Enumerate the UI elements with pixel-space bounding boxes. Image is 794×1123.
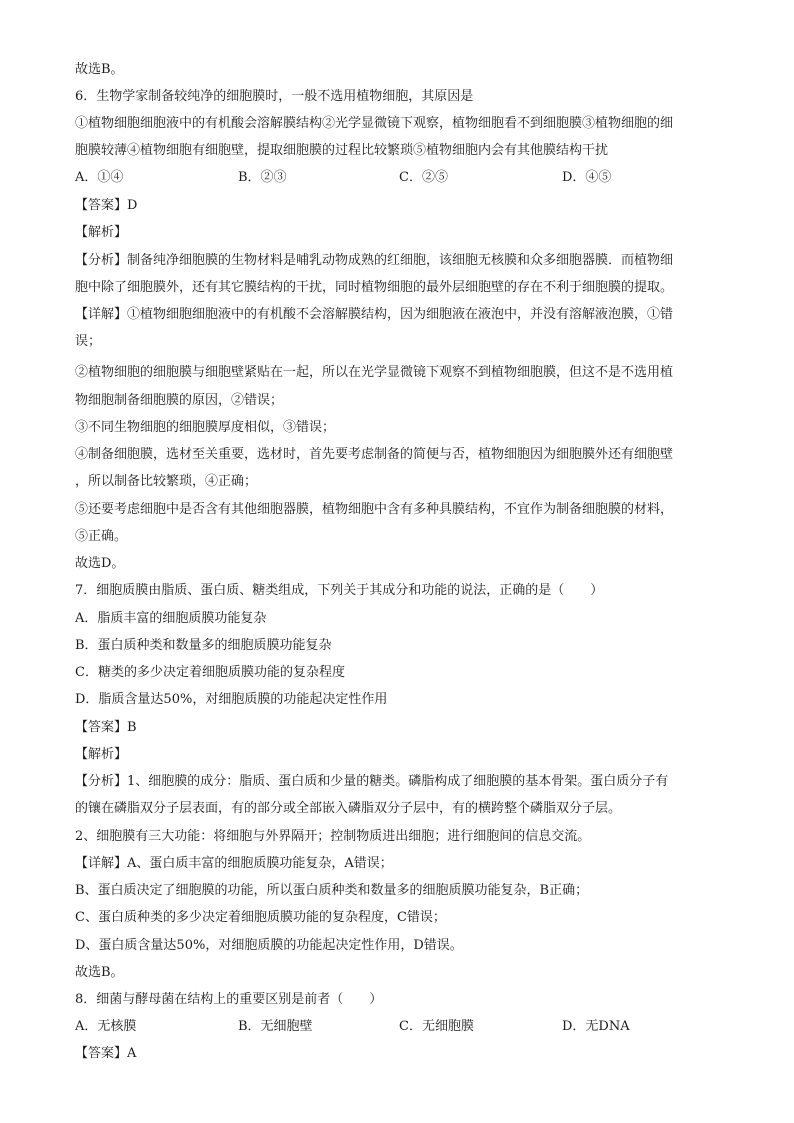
text-line: C、蛋白质种类的多少决定着细胞质膜功能的复杂程度，C错误； — [75, 910, 446, 925]
option-c: C．糖类的多少决定着细胞质膜功能的复杂程度 — [75, 665, 345, 680]
text-line: ，所以制备比较繁琐，④正确； — [75, 474, 258, 489]
option-a: A．①④ — [75, 170, 124, 185]
option-a: A．脂质丰富的细胞质膜功能复杂 — [75, 611, 267, 626]
answer-label: 【答案】B — [75, 720, 137, 735]
text-line: 【分析】制备纯净细胞膜的生物材料是哺乳动物成熟的红细胞，该细胞无核膜和众多细胞器膜．而植物细 — [75, 253, 674, 268]
text-line: 故选B。 — [75, 62, 124, 77]
analysis-label: 【解析】 — [75, 747, 128, 762]
question-6-options — [75, 169, 725, 187]
text-line: ④制备细胞膜，选材至关重要，选材时，首先要考虑制备的简便与否，植物细胞因为细胞膜外还有细胞壁 — [75, 447, 674, 462]
option-d: D．脂质含量达50%，对细胞质膜的功能起决定性作用 — [75, 692, 388, 707]
option-c: C．无细胞膜 — [399, 1019, 474, 1034]
text-line: ⑤正确。 — [75, 529, 128, 544]
option-b: B．②③ — [238, 170, 287, 185]
answer-label: 【答案】A — [75, 1046, 137, 1061]
question-7-stem: 7．细胞质膜由脂质、蛋白质、糖类组成，下列关于其成分和功能的说法，正确的是（ ） — [75, 583, 604, 598]
question-6-stem: 6．生物学家制备较纯净的细胞膜时，一般不选用植物细胞，其原因是 — [75, 89, 474, 104]
text-line: 故选B。 — [75, 965, 124, 980]
text-line: 胞中除了细胞膜外，还有其它膜结构的干扰，同时植物细胞的最外层细胞壁的存在不利于细胞膜的提取。 — [75, 280, 674, 295]
text-line: 误； — [75, 334, 102, 349]
text-line: ①植物细胞细胞液中的有机酸会溶解膜结构②光学显微镜下观察，植物细胞看不到细胞膜③植物细胞的细 — [75, 116, 674, 131]
text-line: 【详解】①植物细胞细胞液中的有机酸不会溶解膜结构，因为细胞液在液泡中，并没有溶解液泡膜，①错 — [75, 307, 674, 322]
text-line: ⑤还要考虑细胞中是否含有其他细胞器膜，植物细胞中含有多种具膜结构，不宜作为制备细胞膜的材料， — [75, 502, 674, 517]
text-line: 的镶在磷脂双分子层表面，有的部分或全部嵌入磷脂双分子层中，有的横跨整个磷脂双分子层。 — [75, 801, 622, 816]
text-line: 【详解】A、蛋白质丰富的细胞质膜功能复杂，A错误； — [75, 856, 393, 871]
option-b: B．蛋白质种类和数量多的细胞质膜功能复杂 — [75, 638, 332, 653]
text-line: 胞膜较薄④植物细胞有细胞壁，提取细胞膜的过程比较繁琐⑤植物细胞内会有其他膜结构干扰 — [75, 143, 609, 158]
option-c: C．②⑤ — [399, 170, 448, 185]
option-d: D．无DNA — [562, 1019, 630, 1034]
option-d: D．④⑤ — [562, 170, 612, 185]
text-line: ③不同生物细胞的细胞膜厚度相似，③错误； — [75, 420, 336, 435]
text-line: 物细胞制备细胞膜的原因，②错误； — [75, 393, 284, 408]
option-a: A．无核膜 — [75, 1019, 137, 1034]
text-line: ②植物细胞的细胞膜与细胞壁紧贴在一起，所以在光学显微镜下观察不到植物细胞膜，但这不是不选用植 — [75, 365, 674, 380]
text-line: 故选D。 — [75, 556, 125, 571]
option-b: B．无细胞壁 — [238, 1019, 313, 1034]
text-line: 2、细胞膜有三大功能：将细胞与外界隔开；控制物质进出细胞；进行细胞间的信息交流。 — [75, 829, 591, 844]
question-8-options — [75, 1018, 725, 1036]
text-line: 【分析】1、细胞膜的成分：脂质、蛋白质和少量的糖类。磷脂构成了细胞膜的基本骨架。蛋白质分子有 — [75, 774, 669, 789]
text-line: D、蛋白质含量达50%，对细胞质膜的功能起决定性作用，D错误。 — [75, 938, 463, 953]
text-line: B、蛋白质决定了细胞膜的功能，所以蛋白质种类和数量多的细胞质膜功能复杂，B正确； — [75, 883, 589, 898]
answer-label: 【答案】D — [75, 198, 138, 213]
question-8-stem: 8．细菌与酵母菌在结构上的重要区别是前者（ ） — [75, 992, 383, 1007]
analysis-label: 【解析】 — [75, 225, 128, 240]
